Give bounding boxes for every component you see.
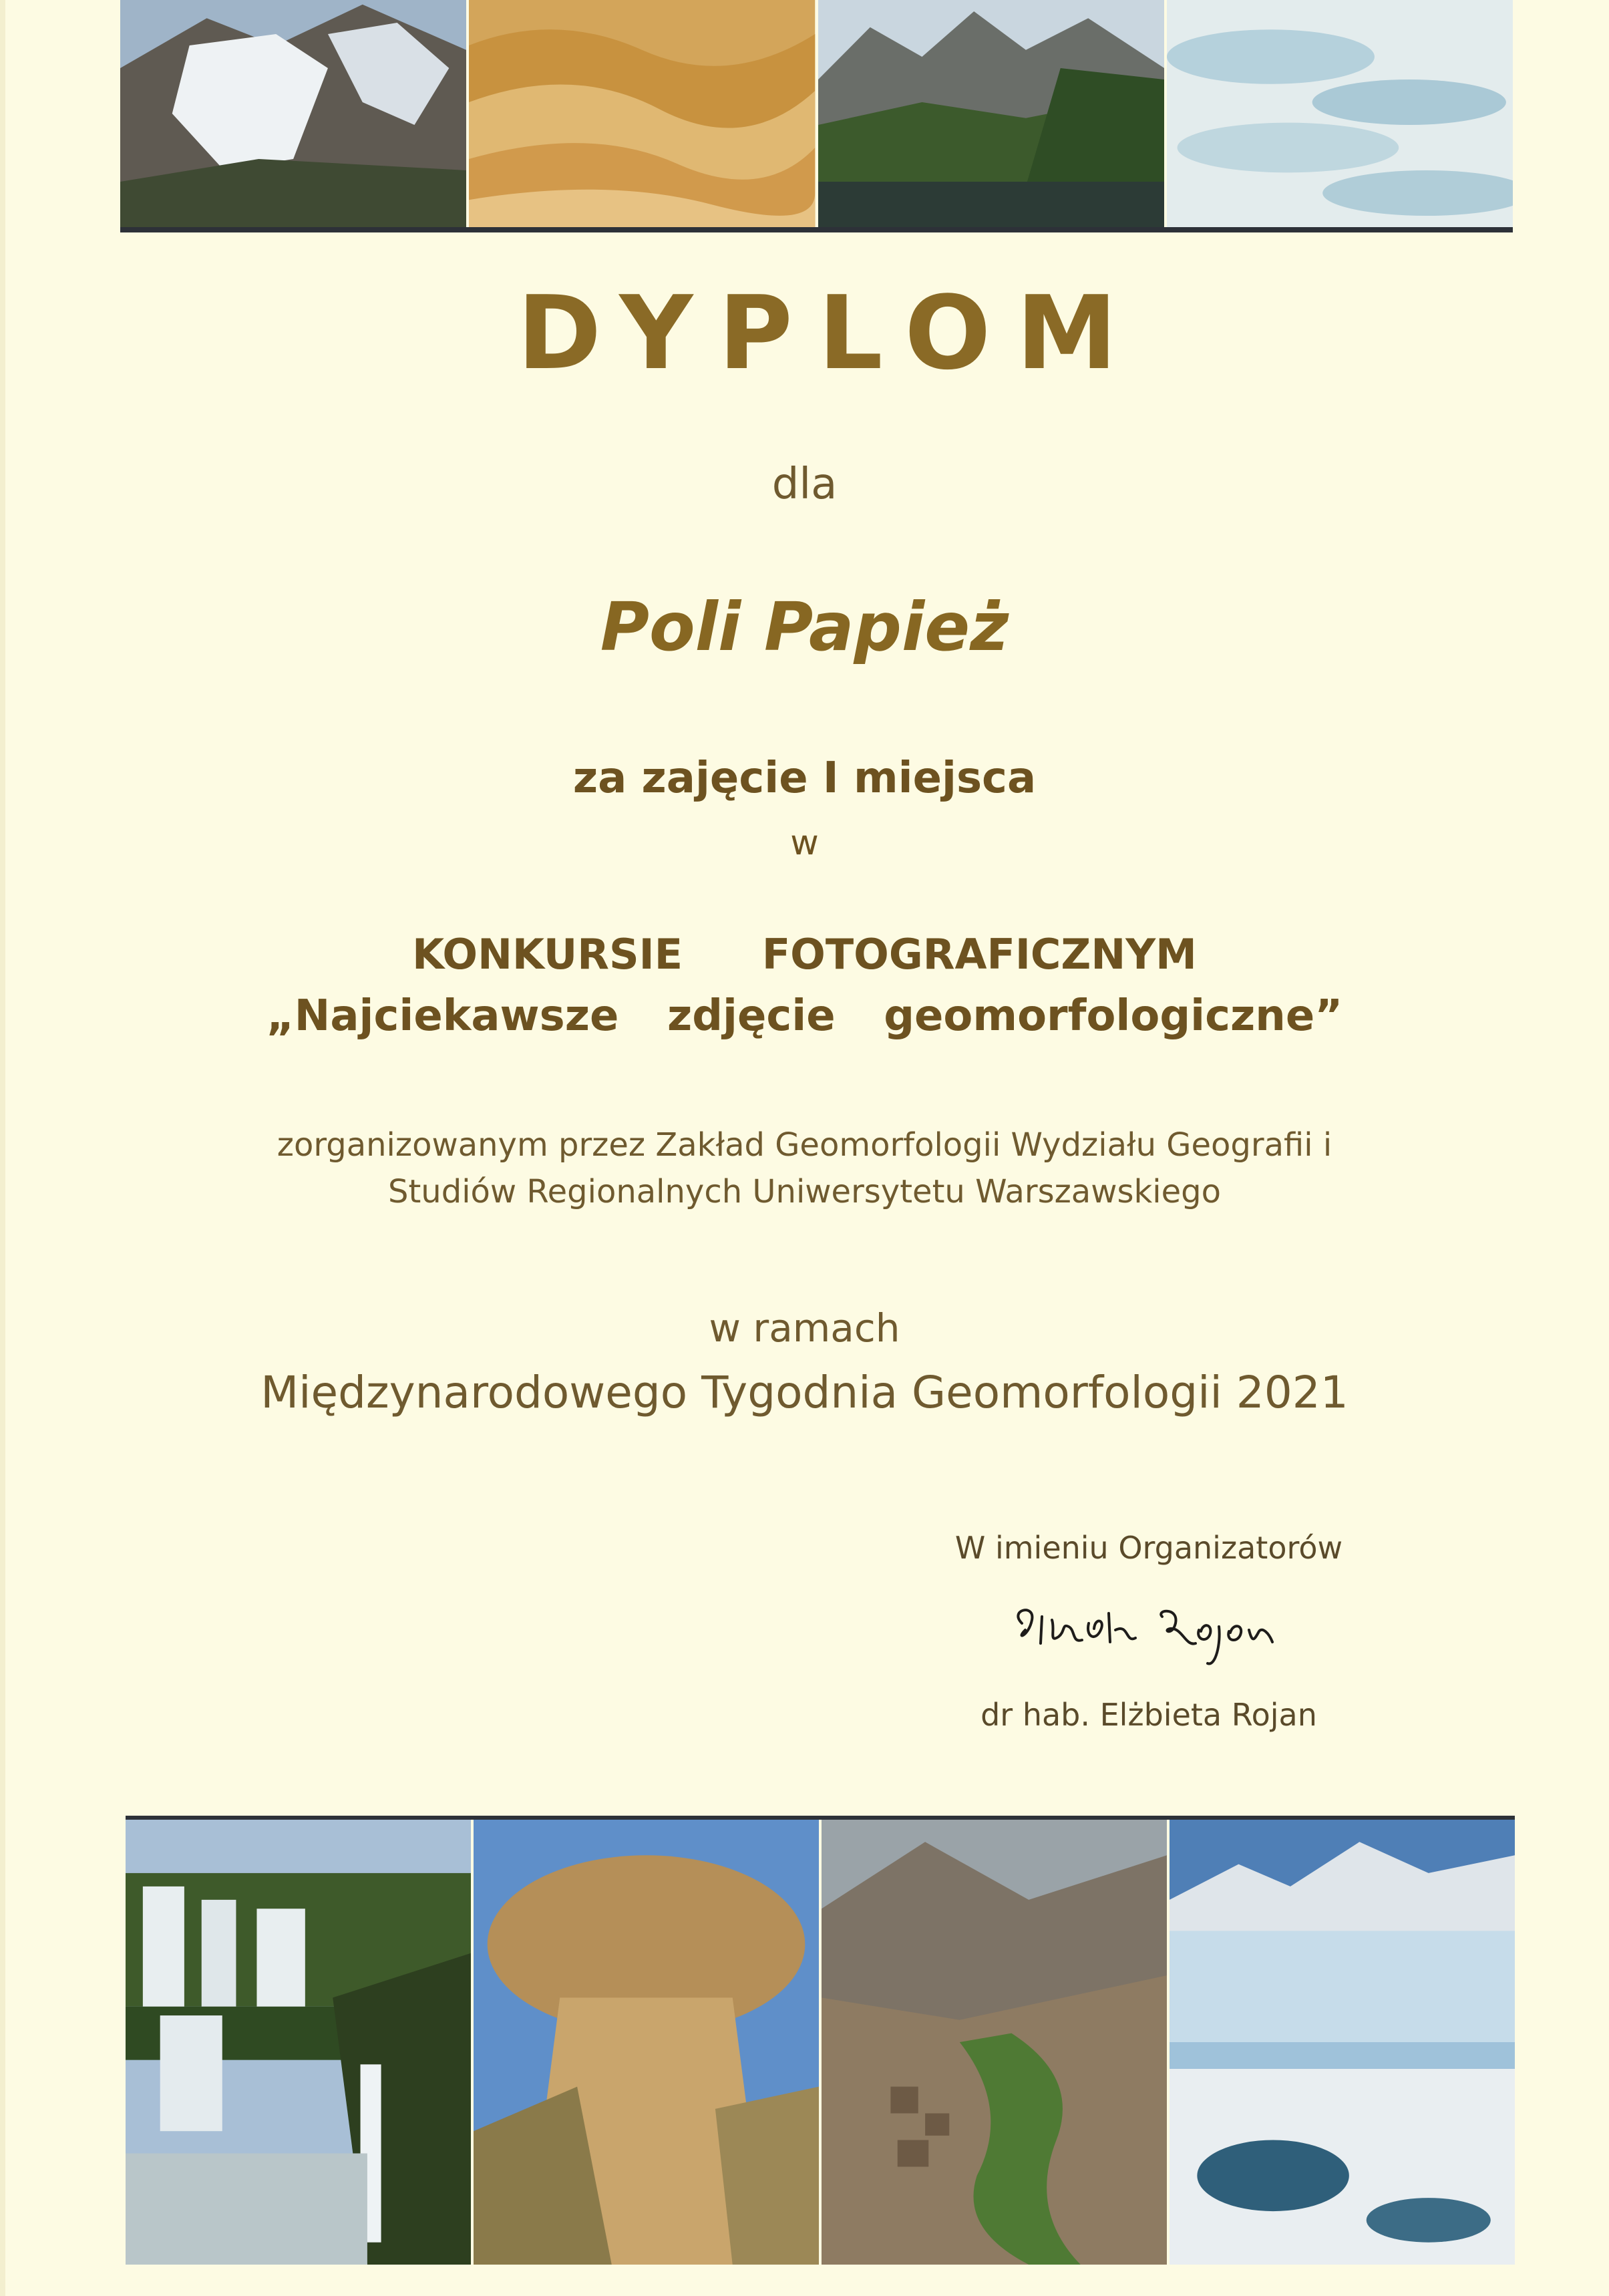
on-behalf-label: W imieniu Organizatorów — [954, 1530, 1343, 1566]
for-label: dla — [771, 460, 838, 509]
travertine-terraces-photo — [1167, 0, 1513, 227]
mountain-lake-photo — [818, 0, 1164, 227]
contest-type-text: KONKURSIE FOTOGRAFICZNYM — [412, 930, 1197, 979]
top-photo-strip — [120, 0, 1513, 232]
within-label: w ramach — [709, 1305, 900, 1351]
bottom-photo-strip — [126, 1816, 1515, 2265]
award-text: za zajęcie I miejsca — [572, 754, 1037, 803]
event-name: Międzynarodowego Tygodnia Geomorfologii 2021 — [260, 1367, 1349, 1418]
rock-formation-photo — [474, 1820, 819, 2265]
glacier-front-photo — [1170, 1820, 1515, 2265]
contest-type — [0, 930, 1609, 979]
award-in-label: w — [790, 823, 819, 863]
glacier-mountain-photo — [120, 0, 466, 227]
recipient-name: Poli Papież — [600, 588, 1009, 666]
mountain-valley-village-photo — [822, 1820, 1167, 2265]
handwritten-signature — [922, 1583, 1376, 1677]
waterfall-photo — [126, 1820, 471, 2265]
contest-name — [0, 991, 1609, 1041]
desert-dunes-photo — [469, 0, 815, 227]
organizer-line-1: zorganizowanym przez Zakład Geomorfologii Wydziału Geografii i — [277, 1126, 1332, 1164]
organizer-line-2: Studiów Regionalnych Uniwersytetu Warszawskiego — [388, 1173, 1221, 1210]
diploma-title: DYPLOM — [517, 274, 1143, 392]
contest-name-text: „Najciekawsze zdjęcie geomorfologiczne” — [266, 991, 1343, 1041]
signature-graphic — [995, 1583, 1302, 1677]
signer-name: dr hab. Elżbieta Rojan — [980, 1697, 1317, 1733]
